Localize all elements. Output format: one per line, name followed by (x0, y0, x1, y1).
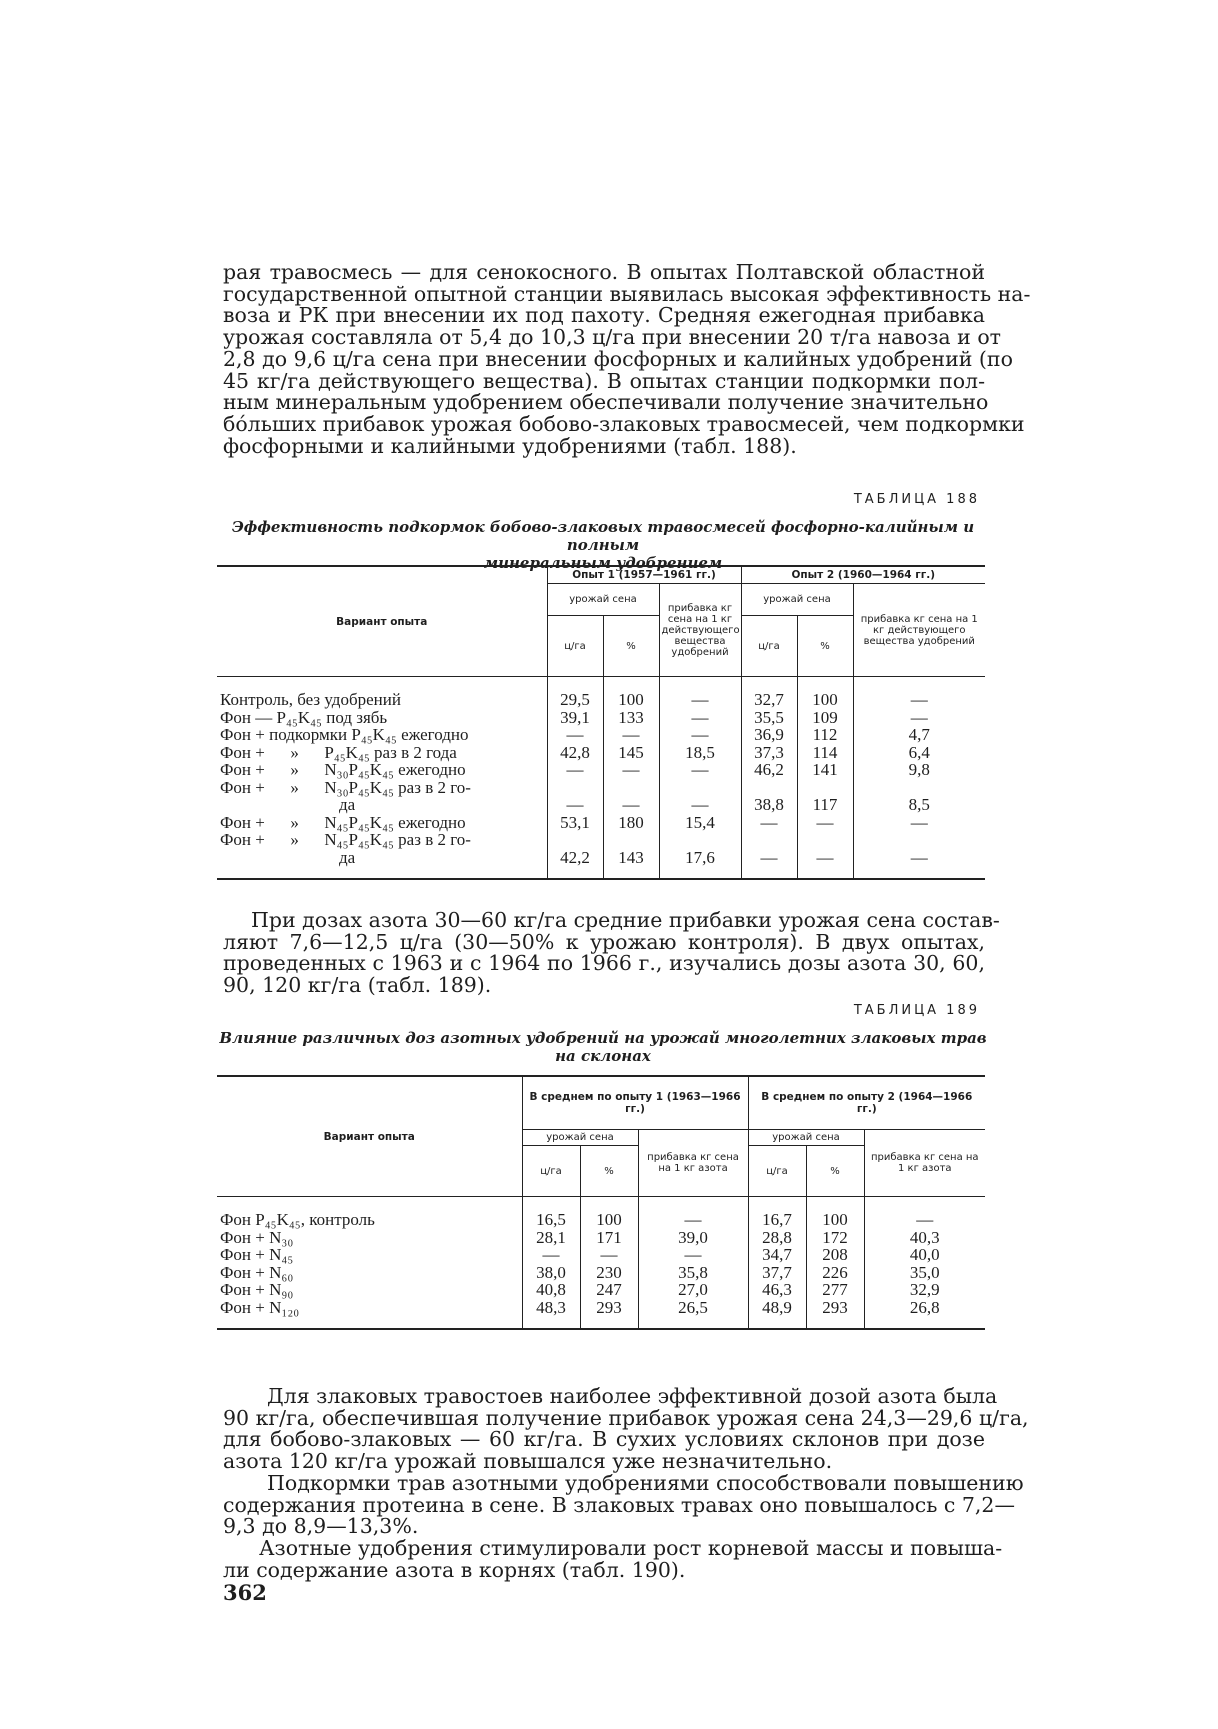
text-line: 90, 120 кг/га (табл. 189). (223, 973, 492, 998)
cell: 39,1 (547, 709, 603, 727)
cell: 9,8 (853, 761, 985, 779)
table-189-label: ТАБЛИЦА 189 (853, 1003, 980, 1018)
cell: 145 (603, 744, 659, 762)
cell: — (547, 779, 603, 814)
cell: 37,3 (741, 744, 797, 762)
text-line: Для злаковых травостоев наиболее эффективной дозой азота была (267, 1384, 998, 1408)
cell: 35,5 (741, 709, 797, 727)
paragraph-bottom (223, 1384, 1029, 1582)
cell: 26,5 (638, 1299, 748, 1317)
text-line: воза и РК при внесении их под пахоту. Средняя ежегодная прибавка (223, 303, 985, 328)
col-header-yield: урожай сена (547, 584, 659, 616)
col-header-variant: Вариант опыта (217, 566, 547, 677)
cell: 293 (580, 1299, 638, 1317)
table-row (217, 1229, 985, 1247)
cell: 27,0 (638, 1281, 748, 1299)
col-header-gain: прибавка кг сена на 1 кг азота (638, 1130, 748, 1197)
table-row (217, 831, 985, 866)
table-188-label: ТАБЛИЦА 188 (853, 492, 980, 507)
text-line: 9,3 до 8,9—13,3%. (223, 1514, 419, 1539)
cell: 8,5 (853, 779, 985, 814)
cell: 208 (806, 1246, 864, 1264)
col-header-exp1: В среднем по опыту 1 (1963—1966 гг.) (522, 1076, 748, 1130)
cell-variant: Фон + » P₄₅K₄₅ раз в 2 года (220, 742, 457, 762)
table-row (217, 1211, 985, 1229)
text-line: При дозах азота 30—60 кг/га средние прибавки урожая сена состав- (251, 908, 1000, 932)
cell: 100 (797, 691, 853, 709)
cell: 100 (580, 1211, 638, 1229)
col-header-yield: урожай сена (741, 584, 853, 616)
cell: 18,5 (659, 744, 741, 762)
cell: 230 (580, 1264, 638, 1282)
col-header-exp1: Опыт 1 (1957—1961 гг.) (547, 566, 741, 584)
cell: 36,9 (741, 726, 797, 744)
cell-variant: Фон — P₄₅K₄₅ под зябь (220, 707, 388, 727)
cell-variant: Фон + подкормки P₄₅K₄₅ ежегодно (220, 725, 469, 744)
col-header-pct: % (603, 616, 659, 677)
table-row (217, 709, 985, 727)
cell: 35,0 (864, 1264, 985, 1282)
cell: — (853, 831, 985, 866)
col-header-yield: урожай сена (748, 1130, 864, 1146)
cell: 39,0 (638, 1229, 748, 1247)
cell-variant: Фон + N₃₀ (220, 1227, 294, 1247)
cell: — (864, 1211, 985, 1229)
text-line: ным минеральным удобрением обеспечивали получение значительно (223, 390, 989, 415)
cell: 42,2 (547, 831, 603, 866)
cell: 171 (580, 1229, 638, 1247)
cell: 38,8 (741, 779, 797, 814)
text-line: ли содержание азота в корнях (табл. 190). (223, 1557, 686, 1582)
text-line: фосфорными и калийными удобрениями (табл. 188). (223, 433, 797, 458)
cell: 15,4 (659, 814, 741, 832)
cell: 117 (797, 779, 853, 814)
cell: — (741, 831, 797, 866)
cell: 48,3 (522, 1299, 580, 1317)
text-line: содержания протеина в сене. В злаковых травах оно повышалось с 7,2— (223, 1492, 1015, 1517)
cell: — (603, 761, 659, 779)
cell: 46,2 (741, 761, 797, 779)
caption-line: Эффективность подкормок бобово-злаковых травосмесей фосфорно-калийным и полным (231, 518, 975, 554)
text-line: бо́льших прибавок урожая бобово-злаковых травосмесей, чем подкормки (223, 411, 1025, 436)
text-line: 2,8 до 9,6 ц/га сена при внесении фосфорных и калийных удобрений (по (223, 346, 1013, 371)
col-header-variant: Вариант опыта (217, 1076, 522, 1197)
cell: 293 (806, 1299, 864, 1317)
cell: — (659, 779, 741, 814)
cell: 46,3 (748, 1281, 806, 1299)
cell: 114 (797, 744, 853, 762)
cell-variant: Фон + » N₃₀P₄₅K₄₅ ежегодно (220, 760, 466, 779)
cell: — (659, 761, 741, 779)
cell: — (603, 779, 659, 814)
cell: 28,1 (522, 1229, 580, 1247)
cell: 100 (603, 691, 659, 709)
table-row (217, 1246, 985, 1264)
cell: — (547, 726, 603, 744)
table-row (217, 1299, 985, 1317)
cell: — (580, 1246, 638, 1264)
cell: 6,4 (853, 744, 985, 762)
caption-line: на склонах (555, 1047, 651, 1065)
cell: 53,1 (547, 814, 603, 832)
cell-variant: Фон + N₄₅ (220, 1245, 294, 1264)
cell: — (603, 726, 659, 744)
cell: 172 (806, 1229, 864, 1247)
cell: 38,0 (522, 1264, 580, 1282)
cell: 35,8 (638, 1264, 748, 1282)
text-line: государственной опытной станции выявилась высокая эффективность на- (223, 281, 1031, 306)
cell: 28,8 (748, 1229, 806, 1247)
paragraph-mid (223, 908, 1000, 998)
text-line: 90 кг/га, обеспечившая получение прибавок урожая сена 24,3—29,6 ц/га, (223, 1405, 1029, 1430)
cell: — (797, 831, 853, 866)
cell: 180 (603, 814, 659, 832)
col-header-tsga: ц/га (522, 1146, 580, 1197)
cell: 37,7 (748, 1264, 806, 1282)
text-line: рая травосмесь — для сенокосного. В опытах Полтавской областной (223, 260, 985, 284)
table-row (217, 761, 985, 779)
table-row (217, 1281, 985, 1299)
cell: 133 (603, 709, 659, 727)
cell: 277 (806, 1281, 864, 1299)
cell: 4,7 (853, 726, 985, 744)
cell: 109 (797, 709, 853, 727)
col-header-gain: прибавка кг сена на 1 кг действующего вещества удобрений (853, 584, 985, 677)
cell: 48,9 (748, 1299, 806, 1317)
cell: — (638, 1211, 748, 1229)
cell: 42,8 (547, 744, 603, 762)
text-line: Азотные удобрения стимулировали рост корневой массы и повыша- (259, 1535, 1003, 1560)
cell: — (522, 1246, 580, 1264)
col-header-tsga: ц/га (748, 1146, 806, 1197)
cell: 40,8 (522, 1281, 580, 1299)
cell-variant: Фон P₄₅K₄₅, контроль (220, 1210, 375, 1229)
caption-line: минеральным удобрением (483, 554, 723, 572)
text-line: Подкормки трав азотными удобрениями способствовали повышению (267, 1470, 1024, 1495)
cell: — (853, 709, 985, 727)
cell: — (741, 814, 797, 832)
table-189-caption (215, 1029, 991, 1065)
col-header-gain: прибавка кг сена на 1 кг действующего вещества удобрений (659, 584, 741, 677)
col-header-pct: % (580, 1146, 638, 1197)
col-header-pct: % (797, 616, 853, 677)
cell: 143 (603, 831, 659, 866)
cell-variant: Фон + N₁₂₀ (220, 1297, 300, 1317)
cell: — (659, 709, 741, 727)
page-number: 362 (223, 1580, 267, 1605)
col-header-gain: прибавка кг сена на 1 кг азота (864, 1130, 985, 1197)
text-line: азота 120 кг/га урожай повышался уже незначительно. (223, 1449, 833, 1474)
cell: 16,5 (522, 1211, 580, 1229)
cell-variant: Фон + N₉₀ (220, 1280, 294, 1299)
col-header-exp2: В среднем по опыту 2 (1964—1966 гг.) (748, 1076, 985, 1130)
cell-variant: Фон + » N₄₅P₄₅K₄₅ раз в 2 го- да (220, 830, 471, 867)
cell: — (853, 814, 985, 832)
table-row (217, 1264, 985, 1282)
table-row (217, 691, 985, 709)
caption-line: Влияние различных доз азотных удобрений на урожай многолетних злаковых трав (219, 1029, 987, 1047)
cell-variant: Контроль, без удобрений (220, 690, 401, 709)
table-row (217, 744, 985, 762)
cell-variant: Фон + » N₄₅P₄₅K₄₅ ежегодно (220, 812, 466, 832)
col-header-pct: % (806, 1146, 864, 1197)
table-row (217, 814, 985, 832)
table-row (217, 726, 985, 744)
cell: — (547, 761, 603, 779)
text-line: 45 кг/га действующего вещества). В опытах станции подкормки пол- (223, 368, 985, 393)
cell: 16,7 (748, 1211, 806, 1229)
cell: — (853, 691, 985, 709)
cell: 100 (806, 1211, 864, 1229)
cell: — (659, 726, 741, 744)
cell: — (638, 1246, 748, 1264)
table-row (217, 779, 985, 814)
col-header-tsga: ц/га (741, 616, 797, 677)
col-header-yield: урожай сена (522, 1130, 638, 1146)
table-188-caption (215, 518, 991, 572)
cell: 34,7 (748, 1246, 806, 1264)
cell: 112 (797, 726, 853, 744)
cell: — (797, 814, 853, 832)
cell: 26,8 (864, 1299, 985, 1317)
cell: 17,6 (659, 831, 741, 866)
cell-variant: Фон + » N₃₀P₄₅K₄₅ раз в 2 го- да (220, 777, 471, 814)
cell: 40,0 (864, 1246, 985, 1264)
table-188 (217, 565, 985, 880)
cell: 40,3 (864, 1229, 985, 1247)
cell: — (659, 691, 741, 709)
cell: 32,7 (741, 691, 797, 709)
col-header-tsga: ц/га (547, 616, 603, 677)
cell: 32,9 (864, 1281, 985, 1299)
table-189 (217, 1075, 985, 1330)
col-header-exp2: Опыт 2 (1960—1964 гг.) (741, 566, 985, 584)
text-line: ляют 7,6—12,5 ц/га (30—50% к урожаю контроля). В двух опытах, (223, 929, 985, 954)
text-line: для бобово-злаковых — 60 кг/га. В сухих условиях склонов при дозе (223, 1427, 985, 1452)
cell: 29,5 (547, 691, 603, 709)
text-line: проведенных с 1963 и с 1964 по 1966 г., изучались дозы азота 30, 60, (223, 951, 985, 976)
cell: 247 (580, 1281, 638, 1299)
cell: 141 (797, 761, 853, 779)
text-line: урожая составляла от 5,4 до 10,3 ц/га при внесении 20 т/га навоза и от (223, 325, 1002, 350)
paragraph-top (223, 260, 1031, 458)
cell-variant: Фон + N₆₀ (220, 1262, 294, 1282)
cell: 226 (806, 1264, 864, 1282)
